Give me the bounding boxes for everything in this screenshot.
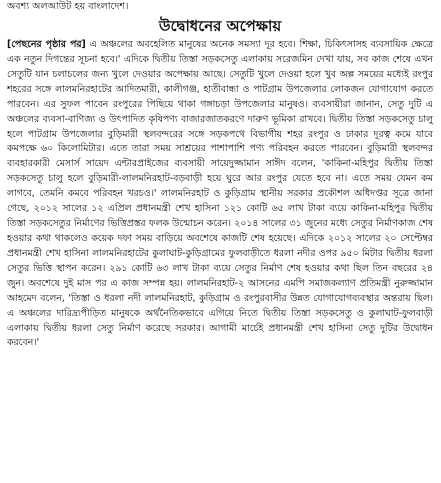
continued-from-tag: [পেছনের পৃষ্ঠার পর]	[7, 39, 86, 50]
article-body	[7, 38, 433, 351]
article-body-text: এ অঞ্চলের অবহেলিত মানুষের অনেক সমস্যা দূর হবে। শিক্ষা, চিকিৎসাসহ ব্যবসায়িক ক্ষেত্রে এক নতুন দিগন্তের সূচনা হবে।' এদিকে দ্বিতীয় তিস্তা সড়কসেতু এলাকায় সরেজমিন দেখা যায়, সব কাজ শেষে এখন সেতুটি যান চলাচলের জন্য খুলে দেওয়ার অপেক্ষায় আছে। সেতুটি খুলে দেওয়া হলে খুব অল্প সময়ের মধ্যেই রংপুর শহরের সঙ্গে লালমনিরহাটের আদিতমারী, কালীগঞ্জ, হাতীবান্ধা ও পাটগ্রাম উপজেলার লোকজন যোগাযোগ করতে পারবেন। এর সুফল পাবেন রংপুরের পিছিয়ে থাকা গঙ্গাচড়া উপজেলার মানুষও। ব্যবসায়ীরা জানান, সেতু দুটি এ অঞ্চলের ব্যবসা-বাণিজ্য ও উৎপাদিত কৃষিপণ্য বাজারজাতকরণে দারুণ ভূমিকা রাখবে। দ্বিতীয় তিস্তা সড়কসেতু চালু হলে পাটগ্রাম উপজেলার বুড়িমারী স্থলবন্দরের সঙ্গে সড়কপথে বিভাগীয় শহর রংপুর ও ঢাকার দূরত্ব কমে যাবে কমপক্ষে ৬০ কিলোমিটার। এতে তারা সময় সাশ্রয়ের পাশাপাশি পণ্য পরিবহন করতে পারবেন। বুড়িমারী স্থলবন্দর ব্যবহারকারী মেসার্স সায়েদ এন্টারপ্রাইজের ব্যবসায়ী সায়েদুজ্জামান সাঈদ বলেন, 'কাকিনা-মহিপুর দ্বিতীয় তিস্তা সড়কসেতু চালু হলে বুড়িমারী-লালমনিরহাট-বড়বাড়ী হয়ে ঘুরে আর রংপুর যেতে হবে না। এতে সময় যেমন কম লাগবে, তেমনি কমবে পরিবহন খরচও।' লালমনিরহাট ও কুড়িগ্রাম স্থানীয় সরকার প্রকৌশল অধিদপ্তর সূত্রে জানা গেছে, ২০১২ সালের ১২ এপ্রিল প্রধানমন্ত্রী শেখ হাসিনা ১২১ কোটি ৬৫ লাখ টাকা ব্যয়ে কাকিনা-মহিপুর দ্বিতীয় তিস্তা সড়কসেতুর নির্মাণের ভিত্তিপ্রস্তর ফলক উন্মোচন করেন। ২০১৪ সালের ৩১ জুনের মধ্যে সেতুর নির্মাণকাজ শেষ হওয়ার কথা থাকলেও কয়েক দফা সময় বাড়িয়ে অবশেষে কাজটি শেষ হয়েছে। এদিকে ২০১২ সালের ২০ সেপ্টেম্বর প্রধানমন্ত্রী শেখ হাসিনা লালমনিরহাটের কুলাঘাট-কুড়িগ্রামের ফুলবাড়ীতে ধরলা নদীর ওপর ৯৫০ মিটার দ্বিতীয় ধরলা সেতুর ভিত্তি স্থাপন করেন। ২৯১ কোটি ৬৩ লাখ টাকা ব্যয়ে সেতুর নির্মাণ শেষ হওয়ার কথা ছিল তিন বছরের ২৪ জুন। অবশেষে দুই মাস পর এ কাজ সম্পন্ন হয়। লালমনিরহাট-২ আসনের এমপি সমাজকল্যাণ প্রতিমন্ত্রী নুরুজ্জামান আহমেদ বলেন, 'তিস্তা ও ধরলা নদী লালমনিরহাট, কুড়িগ্রাম ও রংপুরবাসীর উন্নত যোগাযোগব্যবস্থার অন্তরায় ছিল। এ অঞ্চলের দারিদ্র্যপীড়িত মানুষকে অর্থনৈতিকভাবে এগিয়ে নিতে দ্বিতীয় তিস্তা সড়কসেতু ও কুলাঘাট-ফুলবাড়ী এলাকায় দ্বিতীয় ধরলা সেতু নির্মাণ করেছে সরকার। আগামী মার্চেই প্রধানমন্ত্রী শেখ হাসিনা সেতু দুটির উদ্বোধন করবেন।'	[7, 39, 433, 349]
previous-article-tail: অবশ্য অলআউট হয় বাংলাদেশ।	[7, 1, 129, 12]
article-headline: উদ্বোধনের অপেক্ষায়	[158, 17, 282, 35]
